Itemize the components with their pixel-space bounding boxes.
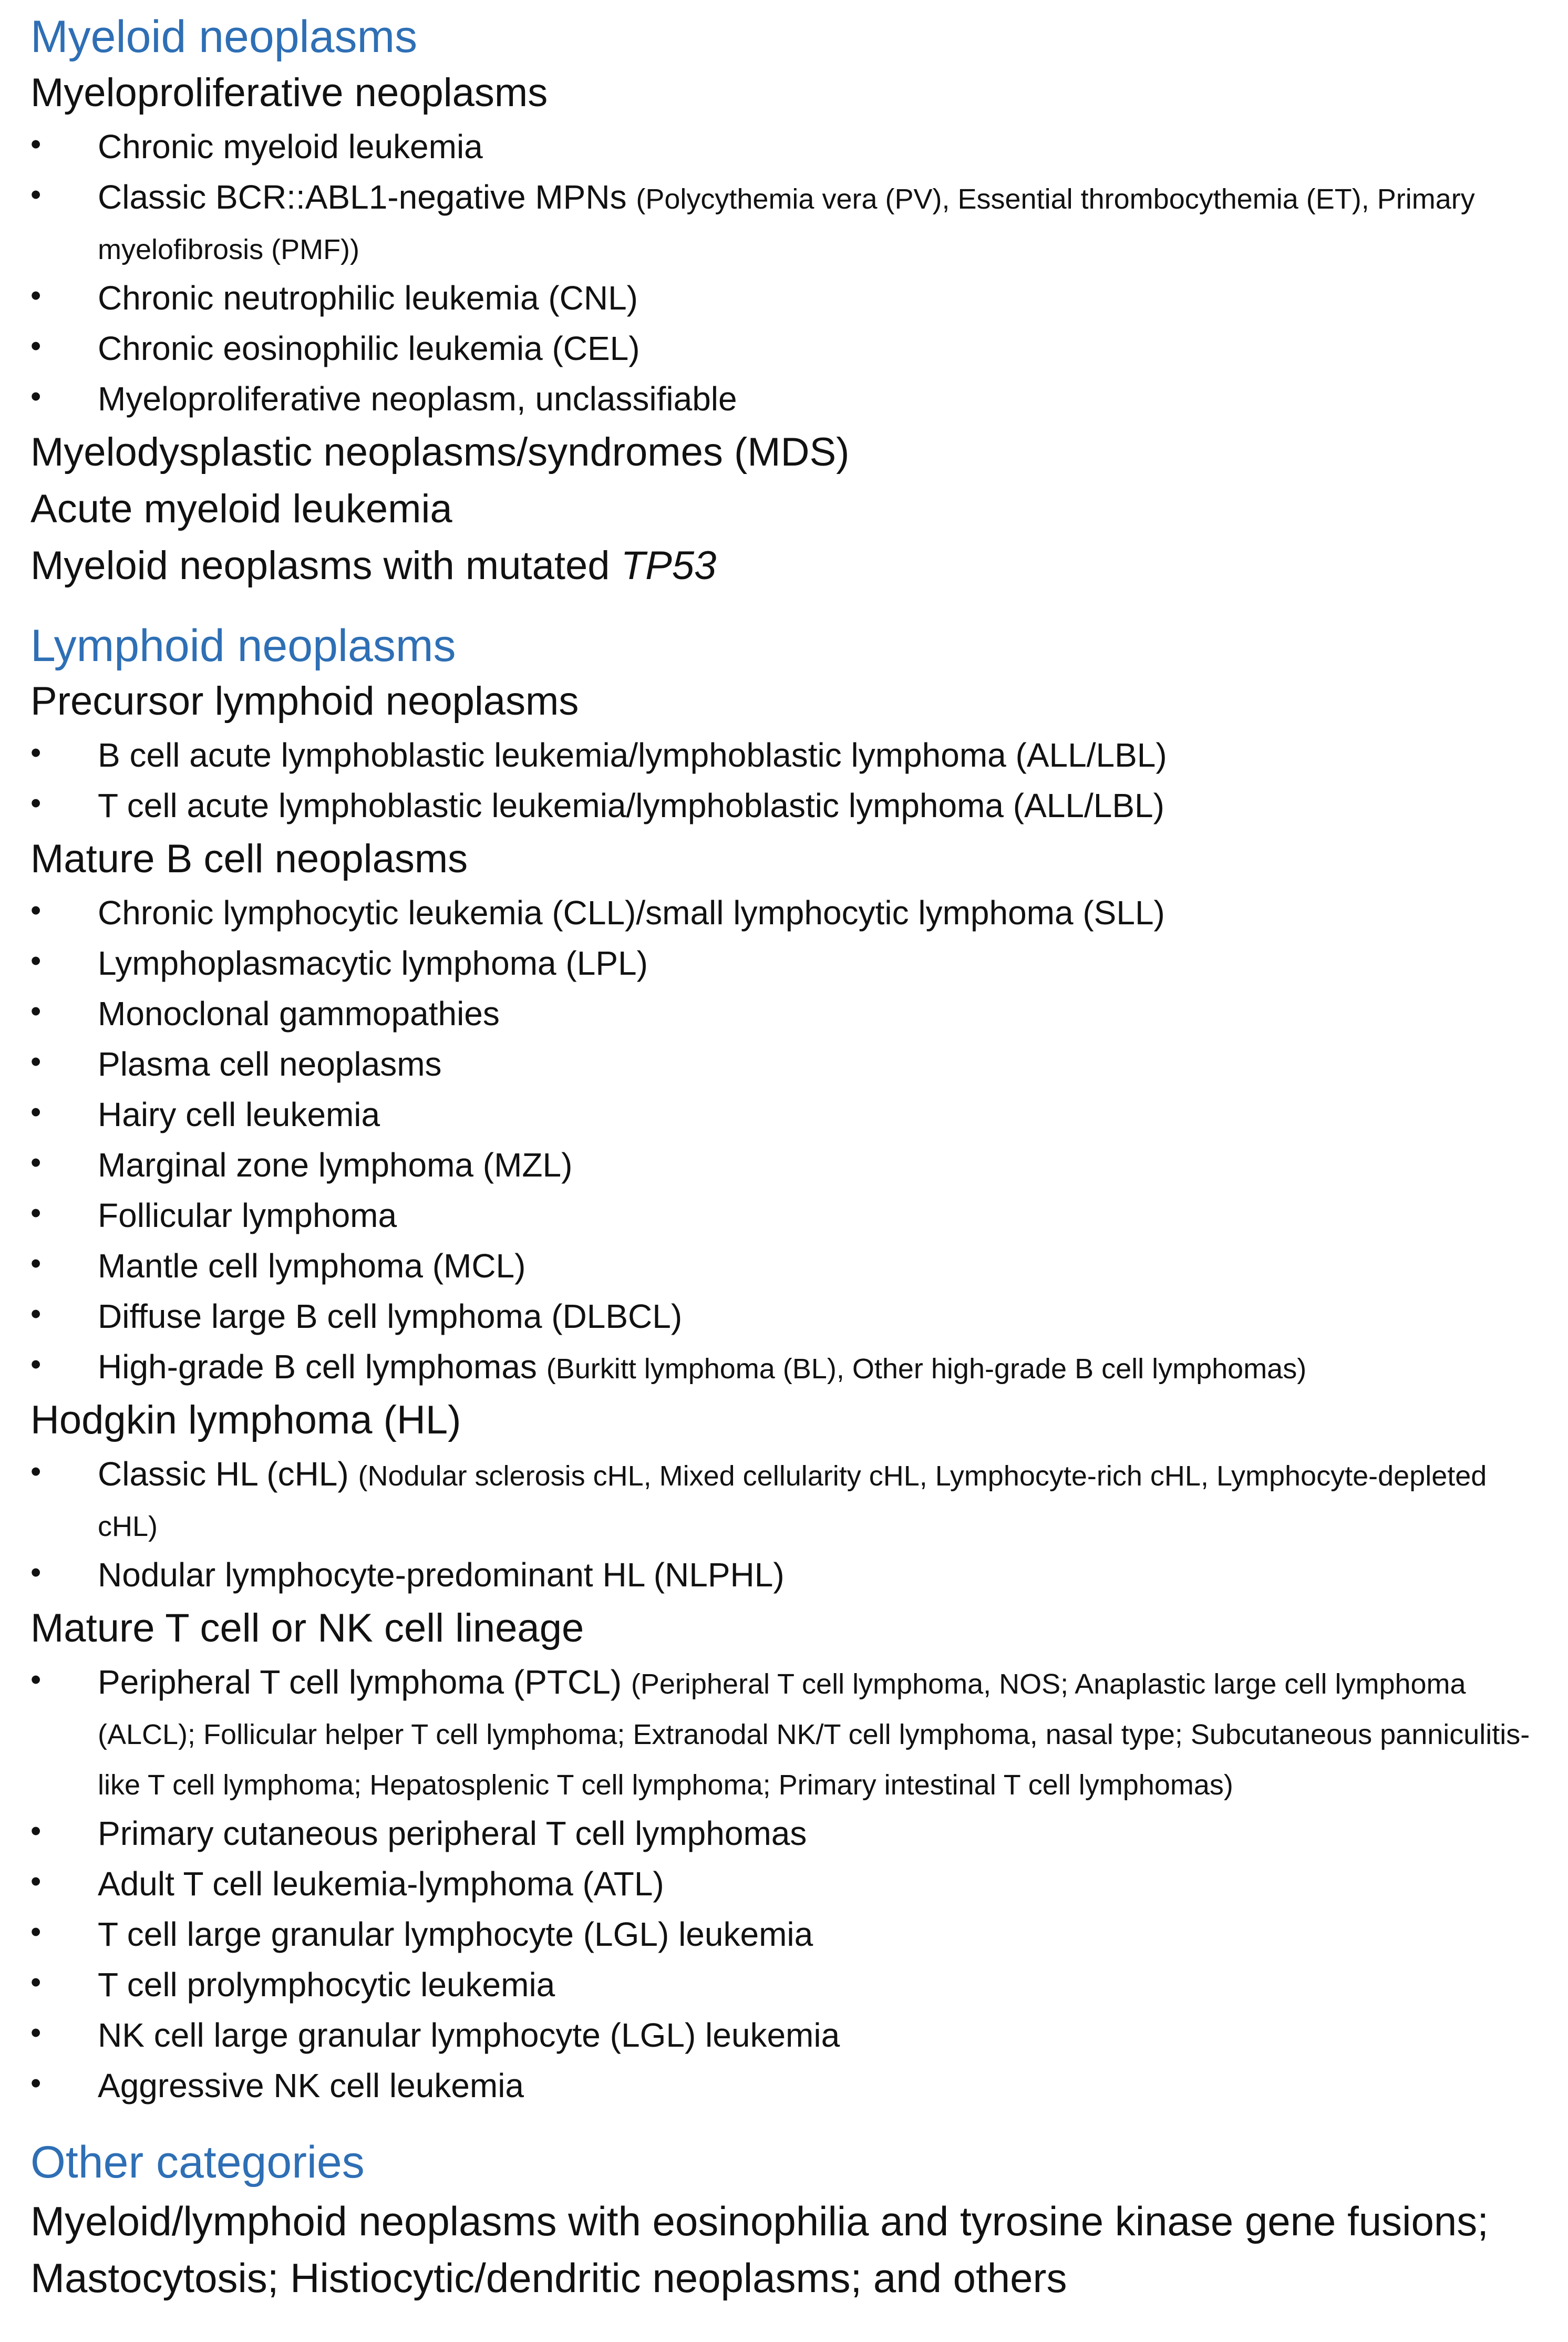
list-item <box>30 1342 1554 1392</box>
list-item <box>30 780 1554 831</box>
list-item <box>30 1909 1554 1959</box>
item-label: High-grade B cell lymphomas <box>98 1348 537 1386</box>
item-label: Chronic neutrophilic leukemia (CNL) <box>98 278 638 317</box>
item-label: T cell acute lymphoblastic leukemia/lymphoblastic lymphoma (ALL/LBL) <box>98 787 1164 825</box>
list-mature-t <box>30 1657 1554 2111</box>
list-item <box>30 121 1554 172</box>
item-detail: (Polycythemia vera (PV), Essential thrombocythemia (ET), Primary myelofibrosis (PMF)) <box>98 183 1475 265</box>
item-label: Classic HL (cHL) <box>98 1455 349 1493</box>
list-item <box>30 938 1554 988</box>
list-item <box>30 2010 1554 2060</box>
tp53-prefix: Myeloid neoplasms with mutated <box>30 543 610 588</box>
list-mature-b <box>30 888 1554 1392</box>
list-item <box>30 1140 1554 1190</box>
item-label: Aggressive NK cell leukemia <box>98 2067 524 2105</box>
item-detail: (Peripheral T cell lymphoma, NOS; Anaplastic large cell lymphoma (ALCL); Follicular helper T cell lymphoma; Extranodal NK/T cell lymphoma, nasal type; Subcutaneous panniculitis-like T cell lymphoma; Hepatosplenic T cell lymphoma; Primary intestinal T cell lymphomas) <box>98 1668 1530 1801</box>
subheading-mature-t: Mature T cell or NK cell lineage <box>30 1606 584 1651</box>
list-item <box>30 172 1554 273</box>
subheading-mature-b: Mature B cell neoplasms <box>30 837 468 882</box>
classification-document <box>30 9 1554 2306</box>
list-item <box>30 1657 1554 1808</box>
list-item <box>30 1241 1554 1291</box>
list-item <box>30 273 1554 323</box>
list-precursor <box>30 730 1554 831</box>
item-label: Lymphoplasmacytic lymphoma (LPL) <box>98 944 648 983</box>
subheading-aml: Acute myeloid leukemia <box>30 486 452 531</box>
section-title-myeloid: Myeloid neoplasms <box>30 12 418 62</box>
item-label: Chronic myeloid leukemia <box>98 127 483 166</box>
list-item <box>30 988 1554 1039</box>
item-label: Chronic lymphocytic leukemia (CLL)/small lymphocytic lymphoma (SLL) <box>98 894 1165 932</box>
item-label: Follicular lymphoma <box>98 1196 397 1235</box>
item-label: Chronic eosinophilic leukemia (CEL) <box>98 329 640 367</box>
item-label: Hairy cell leukemia <box>98 1096 380 1134</box>
item-label: Nodular lymphocyte-predominant HL (NLPHL) <box>98 1556 785 1594</box>
list-hodgkin <box>30 1449 1554 1600</box>
item-label: Diffuse large B cell lymphoma (DLBCL) <box>98 1297 683 1336</box>
other-categories-text: Myeloid/lymphoid neoplasms with eosinophilia and tyrosine kinase gene fusions; Mastocytosis; Histiocytic/dendritic neoplasms; and others <box>30 2197 1489 2301</box>
item-label: Adult T cell leukemia-lymphoma (ATL) <box>98 1865 664 1903</box>
list-item <box>30 888 1554 938</box>
list-item <box>30 1039 1554 1089</box>
item-label: T cell large granular lymphocyte (LGL) leukemia <box>98 1915 813 1954</box>
item-label: Monoclonal gammopathies <box>98 995 500 1033</box>
item-label: Classic BCR::ABL1-negative MPNs <box>98 178 627 216</box>
list-item <box>30 374 1554 424</box>
list-item <box>30 1089 1554 1140</box>
list-item <box>30 730 1554 780</box>
item-label: Peripheral T cell lymphoma (PTCL) <box>98 1663 622 1701</box>
list-item <box>30 323 1554 374</box>
subheading-myeloproliferative: Myeloproliferative neoplasms <box>30 70 548 115</box>
subheading-tp53 <box>30 538 1554 594</box>
item-label: Marginal zone lymphoma (MZL) <box>98 1146 573 1184</box>
item-label: Myeloproliferative neoplasm, unclassifiable <box>98 379 737 418</box>
list-myeloproliferative <box>30 121 1554 424</box>
item-label: NK cell large granular lymphocyte (LGL) leukemia <box>98 2016 840 2055</box>
tp53-gene: TP53 <box>621 543 717 588</box>
list-item <box>30 1550 1554 1600</box>
item-label: Plasma cell neoplasms <box>98 1045 442 1084</box>
list-item <box>30 1291 1554 1342</box>
subheading-mds: Myelodysplastic neoplasms/syndromes (MDS) <box>30 429 850 474</box>
item-label: T cell prolymphocytic leukemia <box>98 1966 555 2004</box>
subheading-hodgkin: Hodgkin lymphoma (HL) <box>30 1398 461 1443</box>
list-item <box>30 1808 1554 1859</box>
item-label: Mantle cell lymphoma (MCL) <box>98 1247 526 1285</box>
list-item <box>30 1190 1554 1241</box>
item-detail: (Burkitt lymphoma (BL), Other high-grade B cell lymphomas) <box>546 1353 1307 1385</box>
item-detail: (Nodular sclerosis cHL, Mixed cellularity cHL, Lymphocyte-rich cHL, Lymphocyte-depleted cHL) <box>98 1460 1487 1543</box>
item-label: Primary cutaneous peripheral T cell lymphomas <box>98 1814 807 1853</box>
list-item <box>30 1859 1554 1909</box>
item-label: B cell acute lymphoblastic leukemia/lymphoblastic lymphoma (ALL/LBL) <box>98 736 1167 775</box>
subheading-precursor: Precursor lymphoid neoplasms <box>30 679 579 724</box>
section-title-other: Other categories <box>30 2137 365 2188</box>
list-item <box>30 1449 1554 1550</box>
list-item <box>30 1959 1554 2010</box>
list-item <box>30 2060 1554 2111</box>
section-title-lymphoid: Lymphoid neoplasms <box>30 620 456 671</box>
